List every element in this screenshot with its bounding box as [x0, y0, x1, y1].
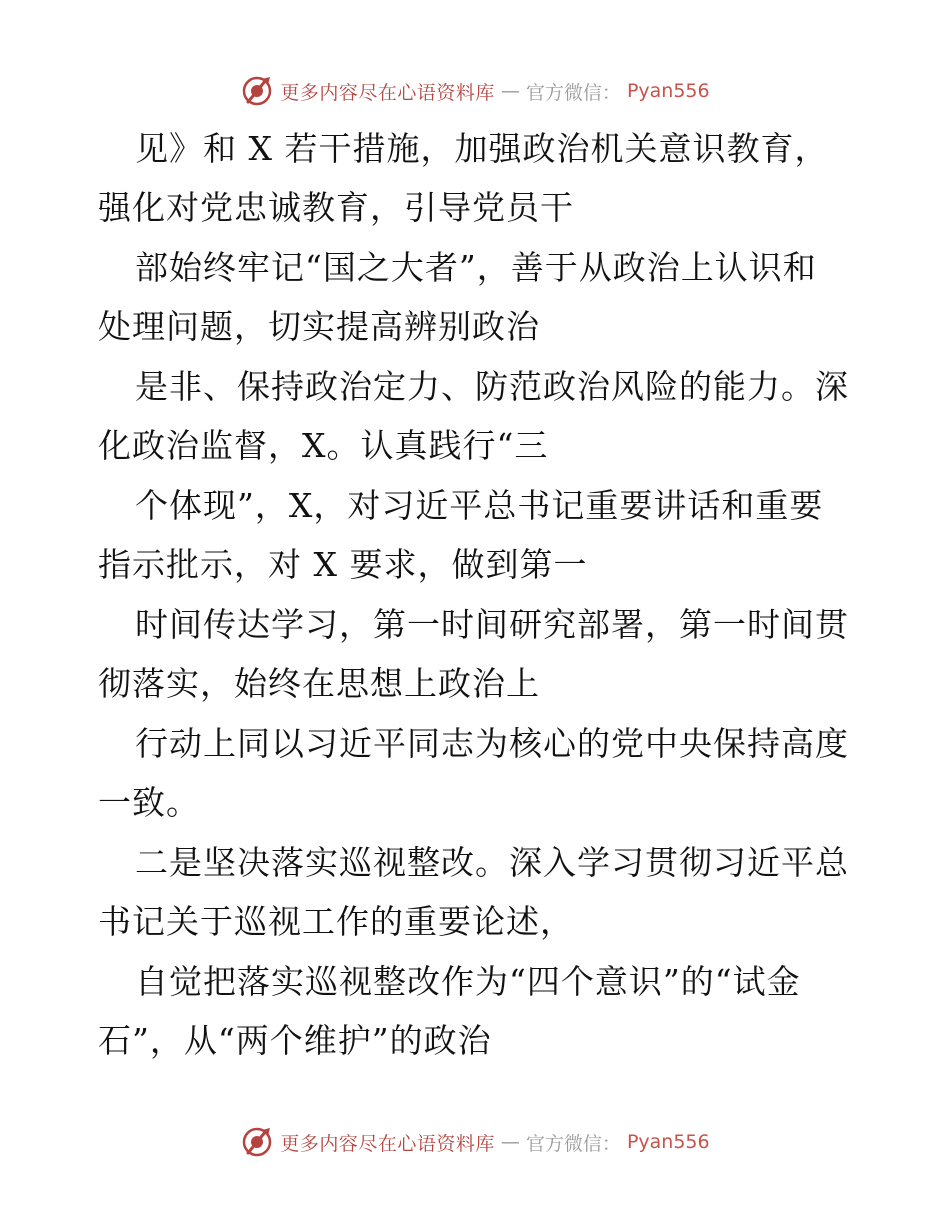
- text-line: 书记关于巡视工作的重要论述，: [98, 901, 574, 941]
- text-line: 处理问题，切实提高辨别政治: [98, 306, 540, 346]
- text-line: 二是坚决落实巡视整改。深入学习贯彻习近平总: [135, 843, 849, 882]
- pen-logo-icon: [240, 1125, 274, 1159]
- paragraph: [98, 120, 858, 237]
- paragraph: [98, 834, 858, 951]
- document-body: [98, 120, 858, 1072]
- text-line: 彻落实，始终在思想上政治上: [98, 663, 540, 703]
- paragraph: [98, 477, 858, 594]
- paragraph: [98, 715, 858, 832]
- text-line: 时间传达学习，第一时间研究部署，第一时间贯: [135, 605, 849, 644]
- text-line: 化政治监督，X。认真践行“三: [98, 425, 549, 465]
- text-line: 见》和 X 若干措施，加强政治机关意识教育，: [135, 129, 829, 168]
- text-line: 石”，从“两个维护”的政治: [98, 1020, 492, 1060]
- watermark-separator: —: [500, 80, 520, 102]
- watermark-site-text: 更多内容尽在心语资料库: [280, 81, 495, 104]
- watermark-separator: —: [500, 1131, 520, 1153]
- text-line: 指示批示，对 X 要求，做到第一: [98, 544, 588, 584]
- header-watermark: [0, 74, 950, 108]
- paragraph: [98, 953, 858, 1070]
- pen-logo-icon: [240, 74, 274, 108]
- text-line: 行动上同以习近平同志为核心的党中央保持高度: [135, 724, 849, 763]
- text-line: 自觉把落实巡视整改作为“四个意识”的“试金: [135, 962, 801, 1001]
- footer-watermark: [0, 1125, 950, 1159]
- paragraph: [98, 358, 858, 475]
- text-line: 一致。: [98, 782, 200, 822]
- watermark-site-text: 更多内容尽在心语资料库: [280, 1132, 495, 1155]
- watermark-label: 官方微信：: [525, 81, 621, 104]
- text-line: 个体现”，X，对习近平总书记重要讲话和重要: [135, 486, 824, 525]
- watermark-wechat-id: Pyan556: [626, 1131, 710, 1153]
- paragraph: [98, 596, 858, 713]
- watermark-wechat-id: Pyan556: [626, 80, 710, 102]
- paragraph: [98, 239, 858, 356]
- watermark-label: 官方微信：: [525, 1132, 621, 1155]
- text-line: 是非、保持政治定力、防范政治风险的能力。深: [135, 367, 849, 406]
- text-line: 强化对党忠诚教育，引导党员干: [98, 187, 574, 227]
- text-line: 部始终牢记“国之大者”，善于从政治上认识和: [135, 248, 817, 287]
